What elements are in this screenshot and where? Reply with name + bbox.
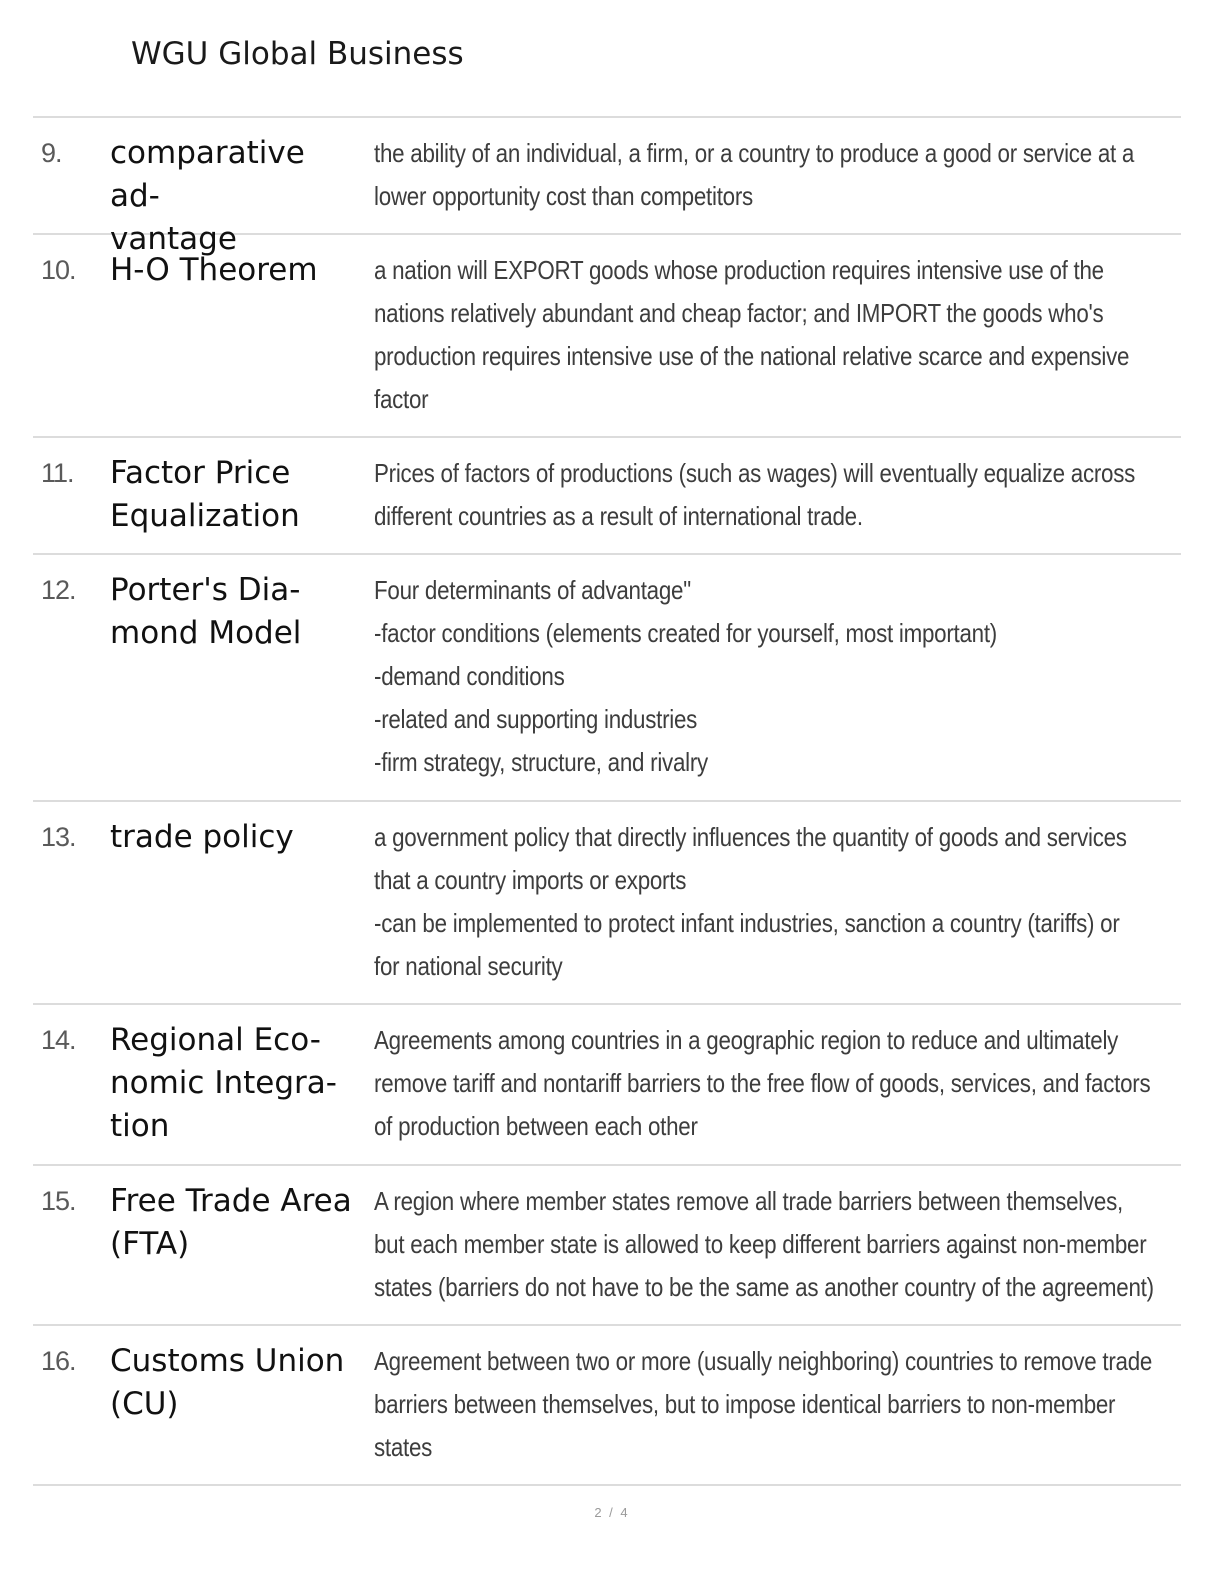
card-term: H-O Theorem <box>110 252 318 288</box>
card-number: 10. <box>41 255 76 285</box>
card-definition: Agreement between two or more (usually neighboring) countries to remove trade barriers between themselves, but to impose identical barriers to non-member states <box>374 1346 1153 1462</box>
card-definition: a government policy that directly influences the quantity of goods and services that a country imports or exports -can be implemented to protect infant industries, sanction a country (tariffs) or for national security <box>374 822 1127 981</box>
card-number: 13. <box>41 822 76 852</box>
card-term: Regional Eco- nomic Integra- tion <box>110 1022 337 1144</box>
card-number: 11. <box>41 458 74 488</box>
list-item <box>33 1326 1181 1486</box>
card-term: Factor Price Equalization <box>110 455 300 534</box>
page-title: WGU Global Business <box>131 36 464 72</box>
card-term: trade policy <box>110 819 294 855</box>
card-number: 9. <box>41 138 62 168</box>
card-term: comparative ad- vantage <box>110 135 305 257</box>
list-item <box>33 1005 1181 1166</box>
card-definition: the ability of an individual, a firm, or a country to produce a good or service at a lower opportunity cost than competitors <box>374 138 1135 211</box>
card-definition: Four determinants of advantage" -factor conditions (elements created for yourself, most important) -demand conditions -related and supporting industries -firm strategy, structure, and rivalry <box>374 575 997 777</box>
list-item <box>33 118 1181 257</box>
card-number: 16. <box>41 1346 76 1376</box>
page-number: 2 / 4 <box>594 1505 630 1520</box>
flashcard-list <box>33 116 1181 1486</box>
card-definition: Prices of factors of productions (such as wages) will eventually equalize across different countries as a result of international trade. <box>374 458 1136 531</box>
card-number: 15. <box>41 1186 76 1216</box>
list-item <box>33 1166 1181 1326</box>
card-term: Porter's Dia- mond Model <box>110 572 302 651</box>
card-number: 12. <box>41 575 76 605</box>
card-definition: A region where member states remove all trade barriers between themselves, but each member state is allowed to keep different barriers against non-member states (barriers do not have to be the same as another country of the agreement) <box>374 1186 1154 1302</box>
list-item <box>33 235 1181 438</box>
list-item <box>33 555 1181 802</box>
card-term: Free Trade Area (FTA) <box>110 1183 352 1262</box>
card-definition: Agreements among countries in a geographic region to reduce and ultimately remove tariff and nontariff barriers to the free flow of goods, services, and factors of production between each other <box>374 1025 1151 1141</box>
list-item <box>33 438 1181 555</box>
card-number: 14. <box>41 1025 76 1055</box>
card-term: Customs Union (CU) <box>110 1343 345 1422</box>
card-definition: a nation will EXPORT goods whose production requires intensive use of the nations relatively abundant and cheap factor; and IMPORT the goods who's production requires intensive use of the national relative scarce and expensive factor <box>374 255 1130 414</box>
list-item <box>33 802 1181 1005</box>
